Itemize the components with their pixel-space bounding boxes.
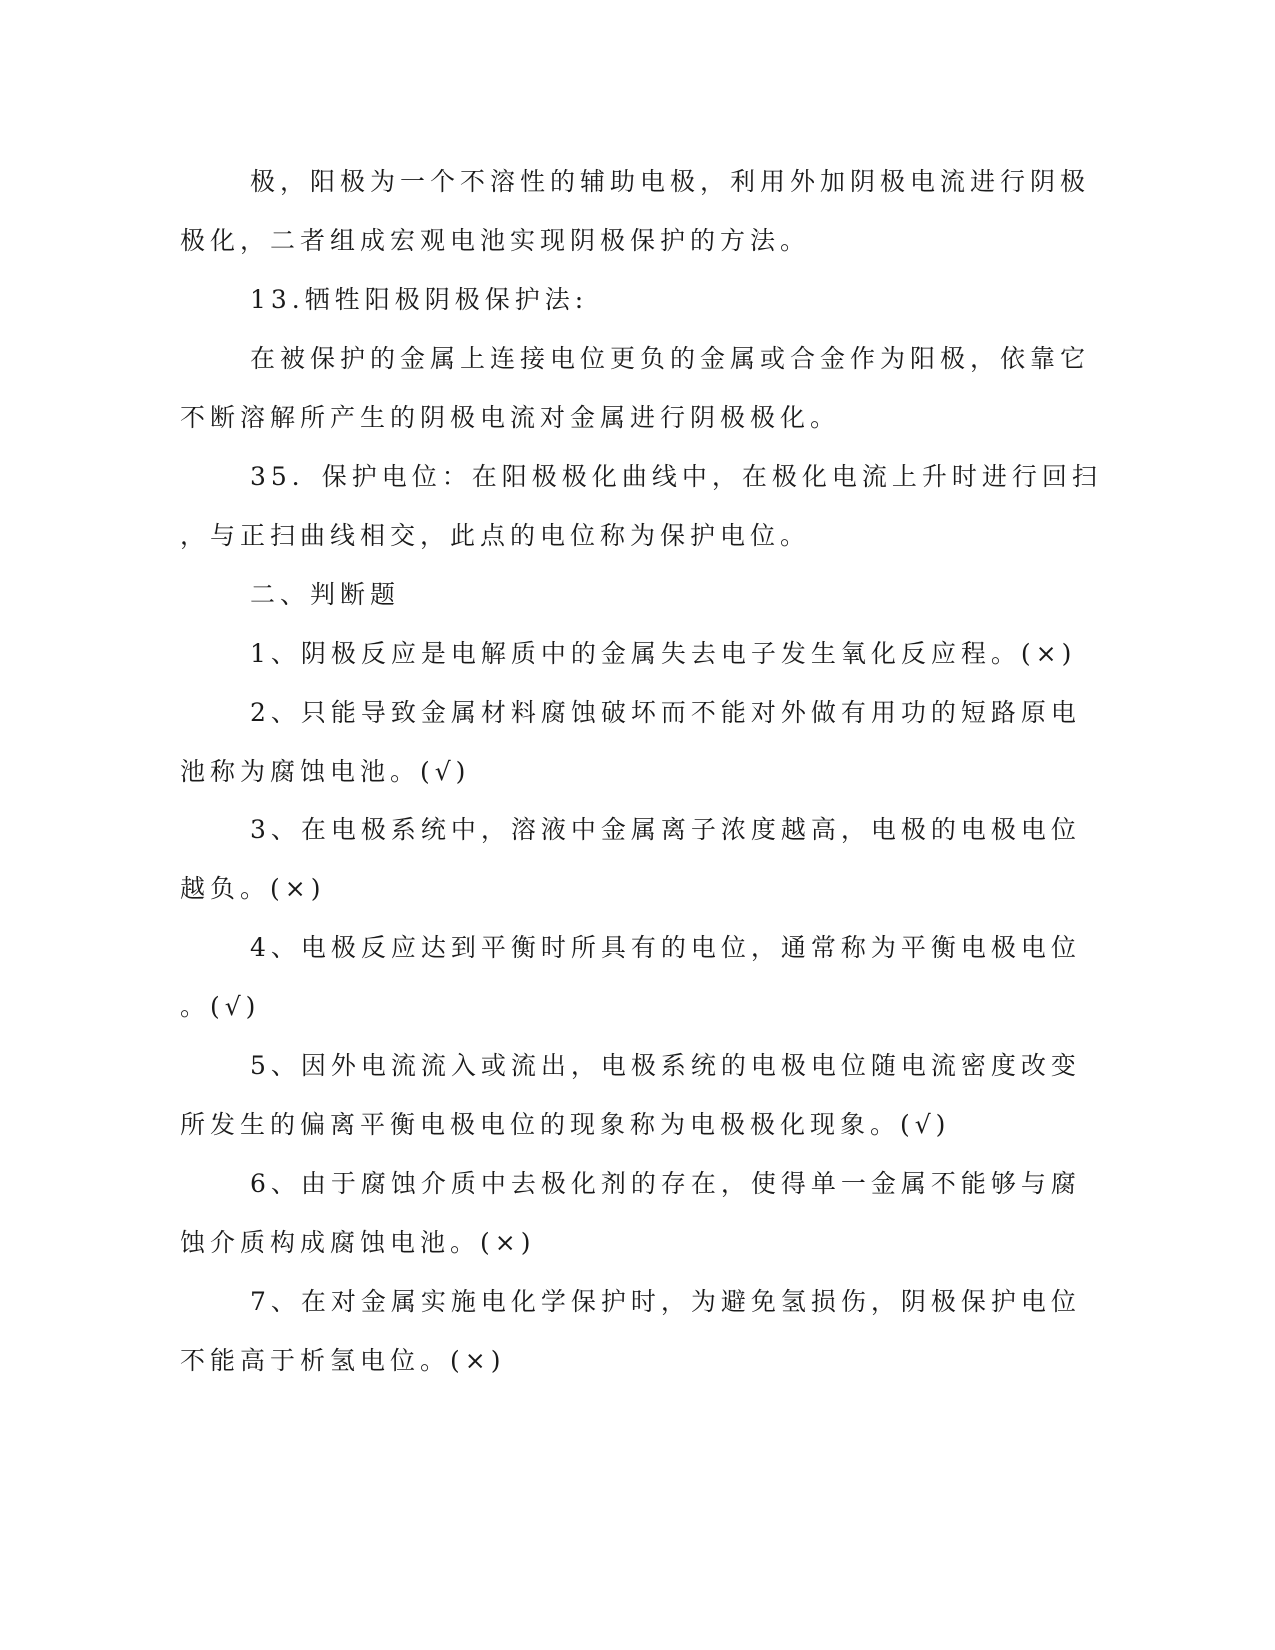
- text-line: 35．保护电位：在阳极极化曲线中，在极化电流上升时进行回扫: [250, 462, 1102, 491]
- question-item: 5、因外电流流入或流出，电极系统的电极电位随电流密度改变: [250, 1051, 1081, 1080]
- section-heading: 二、判断题: [250, 580, 401, 609]
- section-heading: 13.牺牲阳极阴极保护法:: [250, 285, 589, 314]
- text-line: 极，阳极为一个不溶性的辅助电极，利用外加阴极电流进行阴极: [250, 167, 1091, 196]
- question-item: 所发生的偏离平衡电极电位的现象称为电极极化现象。(√): [180, 1110, 951, 1139]
- text-line: 极化，二者组成宏观电池实现阴极保护的方法。: [180, 226, 811, 255]
- question-item: 。(√): [180, 992, 261, 1021]
- question-item: 2、只能导致金属材料腐蚀破坏而不能对外做有用功的短路原电: [250, 698, 1081, 727]
- question-item: 1、阴极反应是电解质中的金属失去电子发生氧化反应程。(×): [250, 639, 1077, 668]
- question-item: 6、由于腐蚀介质中去极化剂的存在，使得单一金属不能够与腐: [250, 1169, 1081, 1198]
- question-item: 池称为腐蚀电池。(√): [180, 757, 471, 786]
- question-item: 3、在电极系统中，溶液中金属离子浓度越高，电极的电极电位: [250, 815, 1081, 844]
- question-item: 4、电极反应达到平衡时所具有的电位，通常称为平衡电极电位: [250, 933, 1081, 962]
- text-line: 在被保护的金属上连接电位更负的金属或合金作为阳极，依靠它: [250, 344, 1091, 373]
- question-item: 蚀介质构成腐蚀电池。(×): [180, 1228, 536, 1257]
- text-line: 不断溶解所产生的阴极电流对金属进行阴极极化。: [180, 403, 841, 432]
- question-item: 7、在对金属实施电化学保护时，为避免氢损伤，阴极保护电位: [250, 1287, 1081, 1316]
- question-item: 越负。(×): [180, 874, 326, 903]
- question-item: 不能高于析氢电位。(×): [180, 1346, 506, 1375]
- text-line: ，与正扫曲线相交，此点的电位称为保护电位。: [180, 521, 811, 550]
